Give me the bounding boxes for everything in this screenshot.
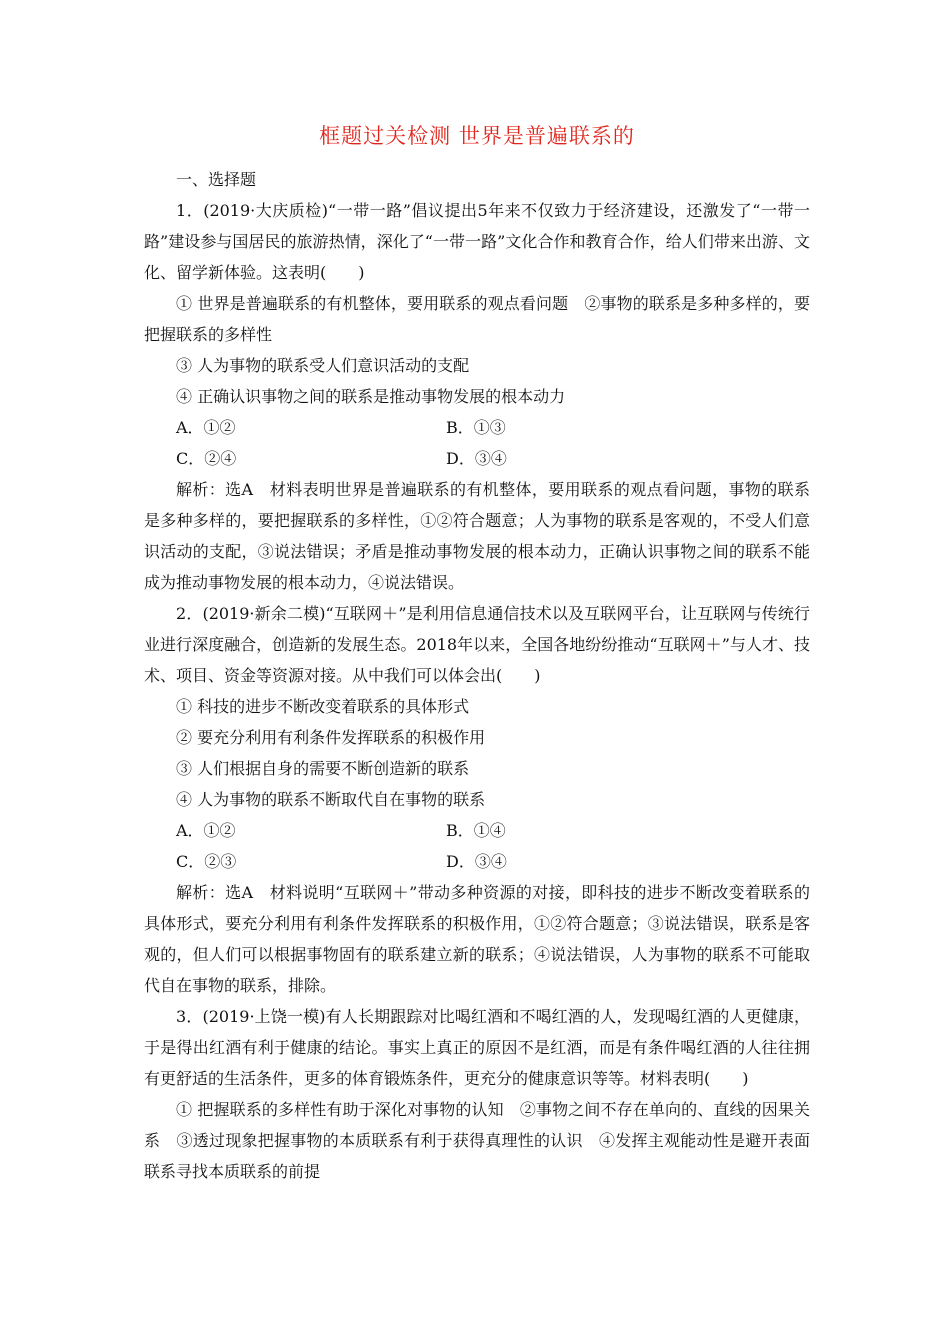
statement: ① 把握联系的多样性有助于深化对事物的认知 ②事物之间不存在单向的、直线的因果关系 ③透过现象把握事物的本质联系有利于获得真理性的认识 ④发挥主观能动性是避开表面联系寻找本质联系的前提 [144,1100,810,1181]
document-content [144,118,810,1187]
statement: ① 世界是普遍联系的有机整体，要用联系的观点看问题 ②事物的联系是多种多样的，要把握联系的多样性 [144,294,810,344]
question-stem: 2．(2019·新余二模)“互联网＋”是利用信息通信技术以及互联网平台，让互联网与传统行业进行深度融合，创造新的发展生态。2018年以来，全国各地纷纷推动“互联网＋”与人才、技术、项目、资金等资源对接。从中我们可以体会出( ) [144,604,810,685]
statement: ② 要充分利用有利条件发挥联系的积极作用 [176,728,486,747]
statement: ④ 人为事物的联系不断取代自在事物的联系 [176,790,486,809]
option-d: D．③④ [446,449,507,468]
option-c: C．②③ [176,852,237,871]
statement: ① 科技的进步不断改变着联系的具体形式 [176,697,470,716]
question-1 [144,195,810,598]
analysis: 解析：选A 材料说明“互联网＋”带动多种资源的对接，即科技的进步不断改变着联系的具体形式，要充分利用有利条件发挥联系的积极作用，①②符合题意；③说法错误，联系是客观的，但人们可以根据事物固有的联系建立新的联系；④说法错误，人为事物的联系不可能取代自在事物的联系，排除。 [144,883,810,995]
option-b: B．①③ [446,418,506,437]
option-d: D．③④ [446,852,507,871]
question-stem: 3．(2019·上饶一模)有人长期跟踪对比喝红酒和不喝红酒的人，发现喝红酒的人更健康，于是得出红酒有利于健康的结论。事实上真正的原因不是红酒，而是有条件喝红酒的人往往拥有更舒适的生活条件，更多的体育锻炼条件，更充分的健康意识等等。材料表明( ) [144,1007,810,1088]
option-c: C．②④ [176,449,237,468]
statement: ③ 人们根据自身的需要不断创造新的联系 [176,759,470,778]
statement: ③ 人为事物的联系受人们意识活动的支配 [176,356,470,375]
page-title: 框题过关检测 世界是普遍联系的 [319,124,635,148]
option-a: A．①② [176,821,236,840]
options-row [144,815,810,846]
question-3 [144,1001,810,1187]
statement: ④ 正确认识事物之间的联系是推动事物发展的根本动力 [176,387,566,406]
option-b: B．①④ [446,821,506,840]
options-row [144,443,810,474]
options-row [144,412,810,443]
question-2 [144,598,810,1001]
section-heading: 一、选择题 [176,170,257,189]
option-a: A．①② [176,418,236,437]
options-row [144,846,810,877]
analysis: 解析：选A 材料表明世界是普遍联系的有机整体，要用联系的观点看问题，事物的联系是多种多样的，要把握联系的多样性，①②符合题意；人为事物的联系是客观的，不受人们意识活动的支配，③说法错误；矛盾是推动事物发展的根本动力，正确认识事物之间的联系不能成为推动事物发展的根本动力，④说法错误。 [144,480,810,592]
question-stem: 1．(2019·大庆质检)“一带一路”倡议提出5年来不仅致力于经济建设，还激发了“一带一路”建设参与国居民的旅游热情，深化了“一带一路”文化合作和教育合作，给人们带来出游、文化、留学新体验。这表明( ) [144,201,810,282]
